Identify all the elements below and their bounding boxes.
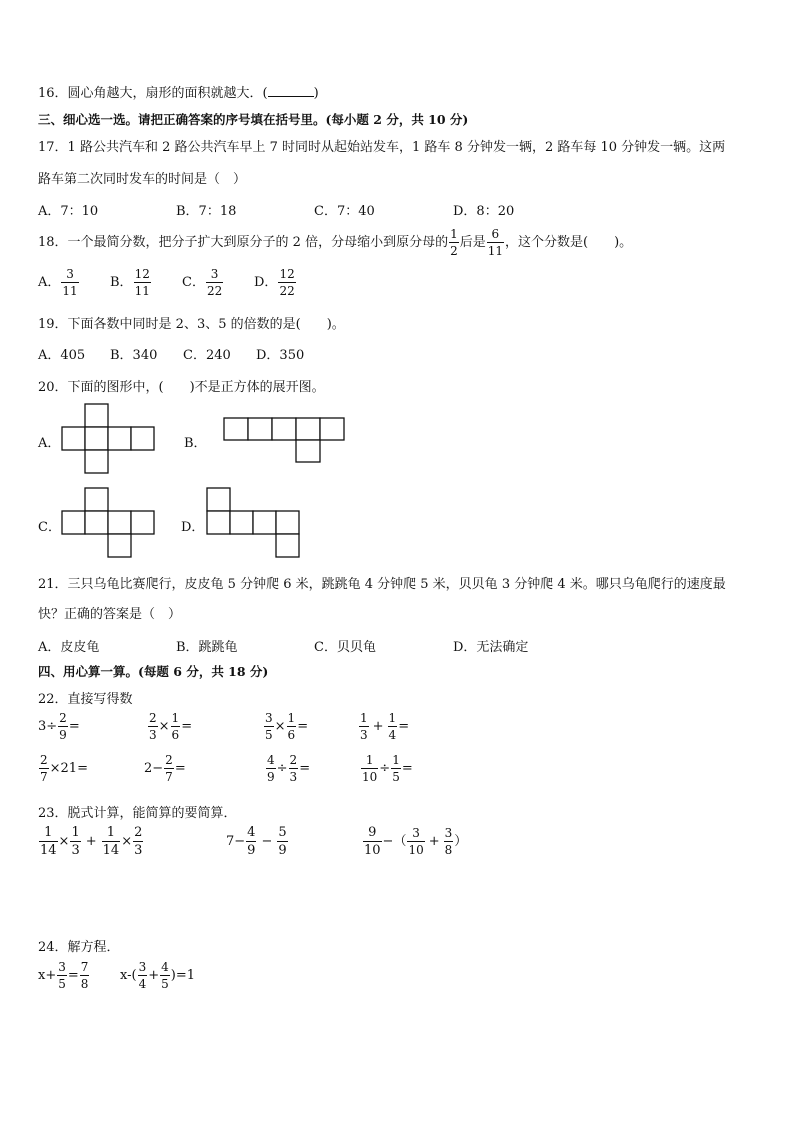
fraction: $\frac{3}{4}$: [138, 960, 147, 991]
cube-net-d: [206, 487, 306, 559]
cube-net-c: [61, 487, 161, 559]
q17-line2: 路车第二次同时发车的时间是（ ）: [38, 172, 247, 187]
cube-net-b: [223, 417, 348, 467]
q20-label-c[interactable]: C．: [38, 520, 61, 535]
q16-close: ): [313, 86, 319, 101]
q20-label-d[interactable]: D．: [181, 520, 205, 535]
q19-option-b[interactable]: B．340: [110, 348, 158, 363]
q21-option-a[interactable]: A．皮皮龟: [38, 640, 100, 655]
q21-line1: 21．三只乌龟比赛爬行，皮皮龟 5 分钟爬 6 米，跳跳龟 4 分钟爬 5 米，贝贝龟 3 分钟爬 4 米。哪只乌龟爬行的速度最: [38, 577, 726, 592]
fraction: $\frac{3}{5}$: [58, 960, 66, 991]
q18-option-d[interactable]: [254, 268, 297, 297]
fraction: $\frac{4}{9}$: [267, 753, 275, 784]
q18-mid: 后是: [459, 235, 486, 250]
fraction: $\frac{1}{6}$: [287, 711, 296, 742]
section4-title: 四、用心算一算。(每题 6 分，共 18 分): [38, 664, 269, 679]
q21-option-c[interactable]: C．贝贝龟: [314, 640, 376, 655]
fraction: $\frac{1}{3}$: [360, 711, 368, 742]
fraction: $\frac{5}{9}$: [278, 825, 287, 858]
q17-option-a[interactable]: A．7：10: [38, 204, 99, 219]
q17-option-d[interactable]: D．8：20: [453, 204, 515, 219]
fraction: $\frac{1}{14}$: [40, 825, 57, 858]
fraction: $\frac{6}{11}$: [487, 227, 504, 258]
q22-expr-5: $\frac{2}{7}$ ×21=: [40, 753, 88, 784]
fraction: $\frac{4}{5}$: [161, 960, 169, 991]
fraction: $\frac{1}{4}$: [388, 711, 397, 742]
q19-option-a[interactable]: A．405: [38, 348, 86, 363]
q16: [38, 82, 319, 101]
q23-expr-2: 7− $\frac{4}{9}$ − $\frac{5}{9}$: [226, 825, 287, 858]
cube-net-a: [61, 403, 161, 475]
q22-expr-1: 3÷ $\frac{2}{9}$ =: [38, 711, 80, 742]
q24-equation-1: x+ $\frac{3}{5}$ = $\frac{7}{8}$: [38, 960, 89, 991]
q23-title: 23．脱式计算，能简算的要简算．: [38, 806, 237, 821]
q21-option-d[interactable]: D．无法确定: [453, 640, 529, 655]
q18-option-c[interactable]: [182, 268, 224, 297]
option-label: B．: [110, 275, 133, 290]
q19-option-d[interactable]: D．350: [256, 348, 305, 363]
q18-stem: [38, 228, 632, 257]
fraction: $\frac{2}{7}$: [165, 753, 173, 784]
q22-expr-4: $\frac{1}{3}$ + $\frac{1}{4}$ =: [360, 711, 410, 742]
q19-text: 19．下面各数中同时是 2、3、5 的倍数的是( )。: [38, 317, 345, 332]
q18-suffix: ，这个分数是( )。: [505, 235, 633, 250]
fraction: $\frac{3}{11}$: [62, 267, 78, 298]
q24-title: 24．解方程．: [38, 940, 120, 955]
fraction: $\frac{3}{5}$: [265, 711, 273, 742]
fraction: $\frac{1}{10}$: [362, 753, 378, 784]
fraction: $\frac{9}{10}$: [364, 825, 381, 858]
q17-line1: 17．1 路公共汽车和 2 路公共汽车早上 7 时同时从起始站发车，1 路车 8 分钟发一辆，2 路车每 10 分钟发一辆。这两: [38, 140, 726, 155]
q18-option-b[interactable]: [110, 268, 152, 297]
q20-text: 20．下面的图形中，( )不是正方体的展开图。: [38, 380, 325, 395]
q23-expr-1: $\frac{1}{14}$ × $\frac{1}{3}$ + $\frac{1}{14}$ × $\frac{2}{3}$: [40, 825, 143, 858]
fraction: $\frac{2}{7}$: [40, 753, 48, 784]
option-label: D．: [254, 275, 278, 290]
fraction: $\frac{7}{8}$: [80, 960, 89, 991]
fraction: $\frac{1}{2}$: [450, 227, 458, 258]
fraction: $\frac{3}{8}$: [444, 826, 453, 857]
q24-equation-2: x-( $\frac{3}{4}$ + $\frac{4}{5}$ )=1: [120, 960, 196, 991]
section3-title: 三、细心选一选。请把正确答案的序号填在括号里。(每小题 2 分，共 10 分): [38, 112, 469, 127]
fraction: $\frac{2}{9}$: [59, 711, 67, 742]
answer-blank[interactable]: [268, 86, 314, 97]
q22-expr-6: 2− $\frac{2}{7}$ =: [144, 753, 186, 784]
q18-option-a[interactable]: [38, 268, 80, 297]
fraction: $\frac{3}{22}$: [206, 267, 223, 298]
q18-prefix: 18．一个最简分数，把分子扩大到原分子的 2 倍，分母缩小到原分母的: [38, 235, 449, 250]
fraction: $\frac{2}{3}$: [134, 825, 143, 858]
q17-option-c[interactable]: C．7：40: [314, 204, 375, 219]
q22-title: 22．直接写得数: [38, 692, 133, 707]
q23-expr-3: $\frac{9}{10}$ −（ $\frac{3}{10}$ + $\frac{3}{8}$ ）: [364, 825, 468, 858]
q20-label-a[interactable]: A．: [38, 436, 61, 451]
q21-line2: 快？正确的答案是（ ）: [38, 607, 182, 622]
q17-option-b[interactable]: B．7：18: [176, 204, 237, 219]
q19-option-c[interactable]: C．240: [183, 348, 231, 363]
fraction: $\frac{1}{6}$: [171, 711, 180, 742]
fraction: $\frac{1}{5}$: [392, 753, 400, 784]
fraction: $\frac{2}{3}$: [289, 753, 298, 784]
q22-expr-3: $\frac{3}{5}$ × $\frac{1}{6}$ =: [265, 711, 309, 742]
fraction: $\frac{12}{11}$: [134, 267, 150, 298]
q21-option-b[interactable]: B．跳跳龟: [176, 640, 238, 655]
fraction: $\frac{3}{10}$: [408, 826, 424, 857]
q22-expr-2: $\frac{2}{3}$ × $\frac{1}{6}$ =: [149, 711, 193, 742]
fraction: $\frac{1}{3}$: [71, 825, 80, 858]
q22-expr-8: $\frac{1}{10}$ ÷ $\frac{1}{5}$ =: [362, 753, 413, 784]
fraction: $\frac{1}{14}$: [102, 825, 120, 858]
q20-label-b[interactable]: B．: [184, 436, 207, 451]
fraction: $\frac{2}{3}$: [149, 711, 157, 742]
option-label: C．: [182, 275, 205, 290]
q16-text: 16．圆心角越大，扇形的面积就越大．(: [38, 86, 268, 101]
option-label: A．: [38, 275, 61, 290]
fraction: $\frac{12}{22}$: [279, 267, 295, 298]
q22-expr-7: $\frac{4}{9}$ ÷ $\frac{2}{3}$ =: [267, 753, 311, 784]
fraction: $\frac{4}{9}$: [247, 825, 256, 858]
